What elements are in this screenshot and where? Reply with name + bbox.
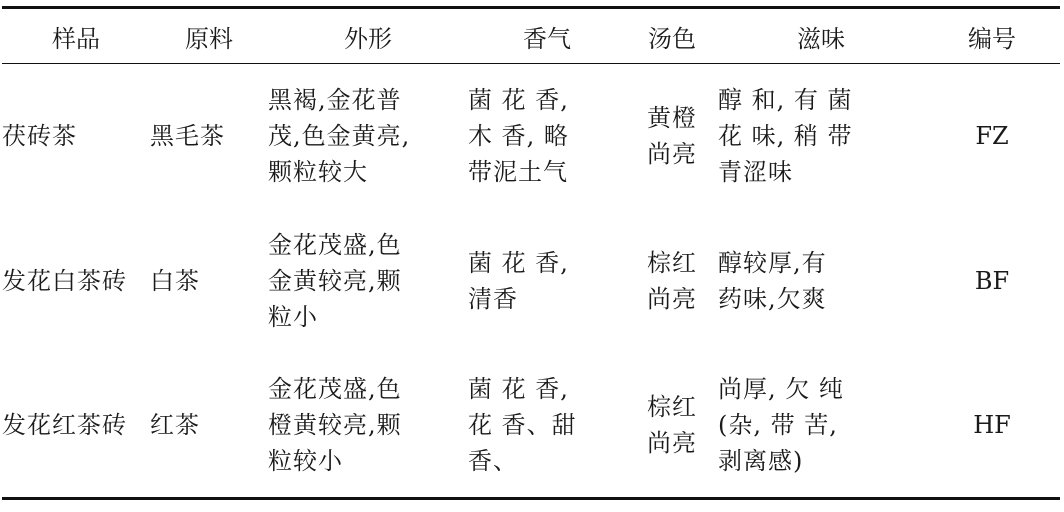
cell-liquor-color: [626, 354, 718, 499]
cell-shape: [268, 354, 468, 499]
cell-text: 黄橙 尚亮: [647, 104, 697, 169]
cell-taste: [718, 209, 924, 354]
cell-liquor-color: [626, 209, 718, 354]
cell-text: 金花茂盛,色 橙黄较亮,颗 粒较小: [268, 375, 402, 476]
cell-text: 菌 花 香, 木 香, 略 带泥土气: [468, 86, 569, 187]
cell-text: FZ: [975, 122, 1009, 151]
cell-text: 棕红 尚亮: [647, 393, 697, 458]
table-container: [2, 6, 1060, 500]
cell-text: 红茶: [150, 411, 200, 440]
cell-text: 菌 花 香, 清香: [468, 249, 569, 313]
cell-material: [150, 354, 268, 499]
cell-taste: [718, 354, 924, 499]
tea-sample-table: [2, 6, 1060, 500]
cell-text: 尚厚, 欠 纯 (杂, 带 苦, 剥离感): [718, 375, 844, 476]
cell-text: 黑毛茶: [150, 122, 225, 151]
cell-text: 黑褐,金花普 茂,色金黄亮, 颗粒较大: [268, 86, 411, 187]
cell-shape: [268, 64, 468, 209]
header-sample: 样品: [2, 8, 150, 64]
cell-aroma: [468, 64, 626, 209]
table-body: [2, 64, 1060, 499]
cell-sample: [2, 209, 150, 354]
cell-text: 棕红 尚亮: [647, 249, 697, 313]
cell-text: 发花红茶砖: [2, 411, 127, 440]
cell-sample: [2, 64, 150, 209]
table-row: [2, 64, 1060, 209]
cell-text: 白茶: [150, 267, 200, 295]
table-header: [2, 8, 1060, 64]
header-aroma: 香气: [468, 8, 626, 64]
cell-code: [924, 209, 1060, 354]
cell-text: 金花茂盛,色 金黄较亮,颗 粒小: [268, 231, 402, 331]
cell-shape: [268, 209, 468, 354]
cell-aroma: [468, 209, 626, 354]
cell-text: 菌 花 香, 花 香、甜 香、: [468, 375, 577, 476]
cell-taste: [718, 64, 924, 209]
header-taste: 滋味: [718, 8, 924, 64]
cell-aroma: [468, 354, 626, 499]
cell-material: [150, 64, 268, 209]
cell-text: 醇 和, 有 菌 花 味, 稍 带 青涩味: [718, 86, 853, 187]
cell-code: [924, 354, 1060, 499]
cell-text: 茯砖茶: [2, 122, 77, 151]
table-row: [2, 209, 1060, 354]
cell-code: [924, 64, 1060, 209]
header-material: 原料: [150, 8, 268, 64]
cell-liquor-color: [626, 64, 718, 209]
header-shape: 外形: [268, 8, 468, 64]
cell-text: 发花白茶砖: [2, 267, 127, 295]
table-row: [2, 354, 1060, 499]
cell-text: 醇较厚,有 药味,欠爽: [718, 249, 827, 313]
cell-text: HF: [973, 411, 1011, 440]
header-code: 编号: [924, 8, 1060, 64]
cell-text: BF: [974, 267, 1010, 295]
header-liquor-color: 汤色: [626, 8, 718, 64]
cell-material: [150, 209, 268, 354]
header-row: [2, 8, 1060, 64]
cell-sample: [2, 354, 150, 499]
